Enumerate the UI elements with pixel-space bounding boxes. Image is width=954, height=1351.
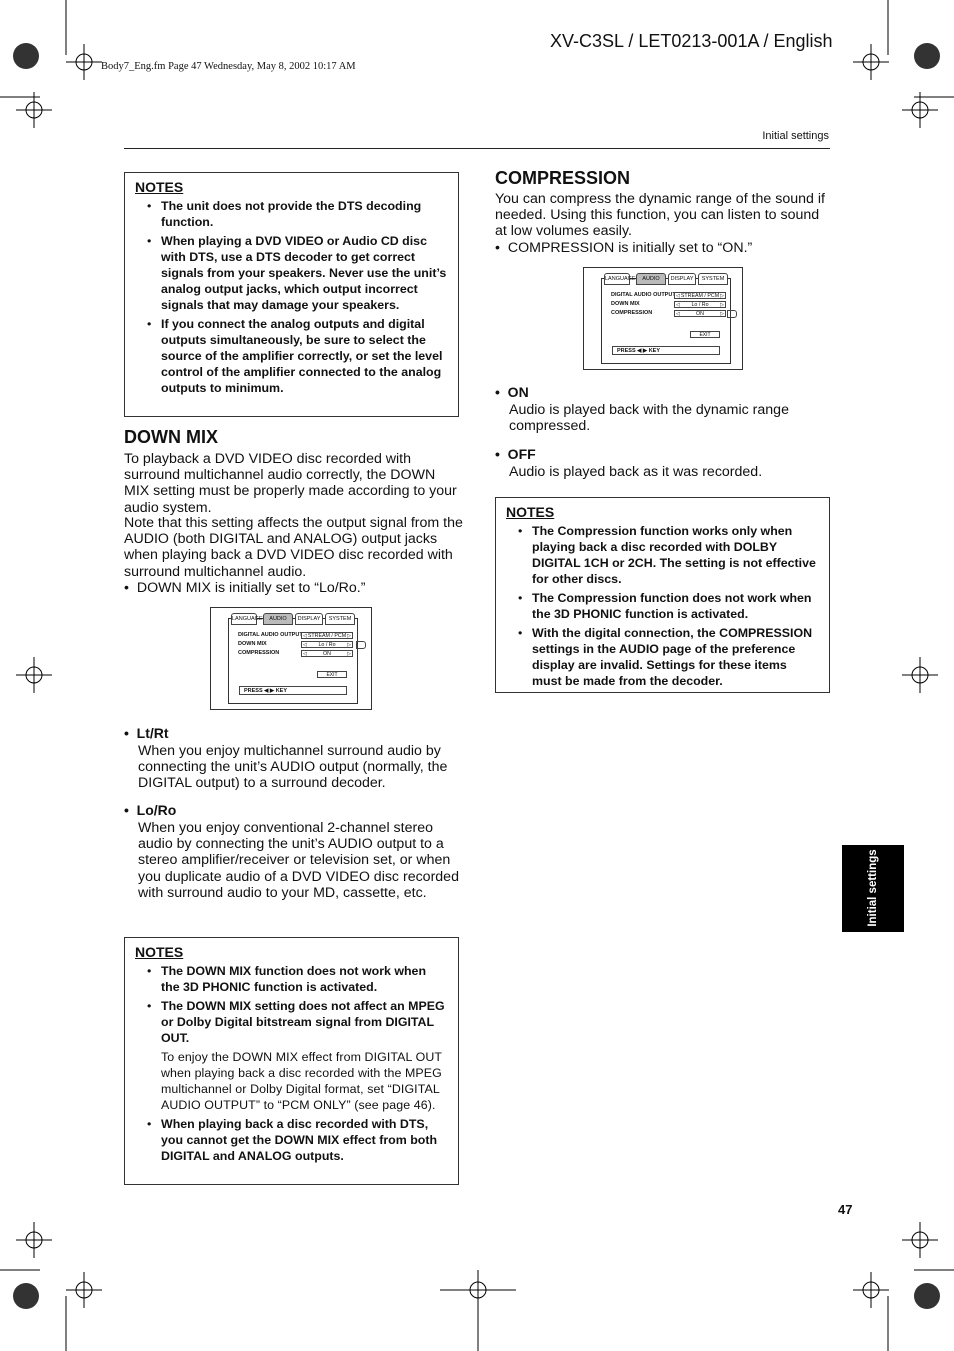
option-ltrt-desc: When you enjoy multichannel surround audio by connecting the unit’s AUDIO output (normally, the DIGITAL output) to a surround decoder.	[138, 743, 448, 792]
notes-box-downmix	[124, 937, 459, 1185]
menu-row-value: ◁ ON ▷	[674, 310, 726, 317]
pointer-icon	[356, 641, 366, 649]
tab-language: LANGUAGE	[604, 273, 630, 285]
notes-title: NOTES	[135, 944, 184, 960]
note-item: • The Compression function works only when playing back a disc recorded with DOLBY DIGITAL 1CH or 2CH. The setting is not effective for other discs.	[532, 523, 819, 587]
note-item: • The Compression function does not work when the 3D PHONIC function is activated.	[532, 590, 819, 622]
menu-row-value: ◁ STREAM / PCM ▷	[301, 632, 353, 639]
menu-panel	[601, 278, 731, 364]
compression-heading: COMPRESSION	[495, 168, 631, 188]
document-title: XV-C3SL / LET0213-001A / English	[550, 31, 833, 51]
option-off-desc: Audio is played back as it was recorded.	[509, 464, 763, 480]
menu-row-label: DOWN MIX	[238, 641, 267, 647]
note-item	[161, 998, 448, 1113]
note-item: • With the digital connection, the COMPRESSION settings in the AUDIO page of the preference display are invalid. Settings for these items must be made from the decoder.	[532, 625, 819, 689]
tab-system: SYSTEM	[325, 613, 355, 625]
note-item: • The DOWN MIX function does not work when the 3D PHONIC function is activated.	[161, 963, 448, 995]
tab-language: LANGUAGE	[231, 613, 257, 625]
note-item: • If you connect the analog outputs and digital outputs simultaneously, be sure to select the source of the amplifier correctly, or set the level control of the amplifier connected to the analog outputs to minimum.	[161, 316, 448, 396]
tab-system: SYSTEM	[698, 273, 728, 285]
note-item-extra: To enjoy the DOWN MIX effect from DIGITAL OUT when playing back a disc recorded with the MPEG multichannel or Dolby Digital format, set “DIGITAL AUDIO OUTPUT” to “PCM ONLY” (see page 46).	[161, 1050, 442, 1112]
notes-list	[135, 198, 448, 396]
tab-display: DISPLAY	[295, 613, 323, 625]
menu-panel	[228, 618, 358, 704]
side-tab-label: Initial settings	[867, 849, 879, 927]
option-on-desc: Audio is played back with the dynamic range compressed.	[509, 402, 789, 435]
menu-row-label: COMPRESSION	[238, 650, 280, 656]
compression-initial: • COMPRESSION is initially set to “ON.”	[495, 240, 753, 256]
menu-screenshot-compression	[583, 267, 743, 370]
compression-para: You can compress the dynamic range of the sound if needed. Using this function, you can listen to sound at low volumes easily.	[495, 191, 825, 240]
menu-exit-button: EXIT	[317, 671, 347, 678]
menu-row-value: ◁ STREAM / PCM ▷	[674, 292, 726, 299]
header-rule	[124, 148, 830, 149]
note-item-text: The DOWN MIX setting does not affect an MPEG or Dolby Digital bitstream signal from DIGITAL OUT.	[161, 999, 445, 1045]
note-item: • The unit does not provide the DTS decoding function.	[161, 198, 448, 230]
menu-row-value: ◁ Lo / Ro ▷	[674, 301, 726, 308]
menu-row-value: ◁ ON ▷	[301, 650, 353, 657]
notes-list	[135, 963, 448, 1164]
option-on-title: • ON	[495, 384, 529, 400]
down-mix-para1: To playback a DVD VIDEO disc recorded with surround multichannel audio correctly, the DOWN MIX setting must be properly made according to your audio system.	[124, 451, 457, 516]
menu-screenshot-downmix	[210, 607, 372, 710]
down-mix-para2: Note that this setting affects the output signal from the AUDIO (both DIGITAL and ANALOG) output jacks when playing back a DVD VIDEO disc recorded with surround multichannel audio.	[124, 515, 463, 580]
menu-row-label: COMPRESSION	[611, 310, 653, 316]
notes-list	[506, 523, 819, 689]
option-ltrt-title: • Lt/Rt	[124, 725, 169, 741]
menu-row-label: DIGITAL AUDIO OUTPUT	[238, 632, 303, 638]
side-tab	[842, 845, 904, 932]
notes-title: NOTES	[506, 504, 555, 520]
menu-press-bar: PRESS ◀ ▶ KEY	[612, 346, 720, 355]
notes-title: NOTES	[135, 179, 184, 195]
tab-display: DISPLAY	[668, 273, 696, 285]
notes-box-dts	[124, 172, 459, 417]
down-mix-heading: DOWN MIX	[124, 427, 218, 447]
menu-press-bar: PRESS ◀ ▶ KEY	[239, 686, 347, 695]
menu-row-label: DOWN MIX	[611, 301, 640, 307]
menu-row-label: DIGITAL AUDIO OUTPUT	[611, 292, 676, 298]
notes-box-compression	[495, 497, 830, 693]
section-label: Initial settings	[762, 130, 829, 142]
file-stamp: Body7_Eng.fm Page 47 Wednesday, May 8, 2002 10:17 AM	[101, 61, 356, 72]
note-item: • When playing a DVD VIDEO or Audio CD disc with DTS, use a DTS decoder to get correct signals from your speakers. Never use the unit’s analog output jacks, which output incorrect signals that may damage your speakers.	[161, 233, 448, 313]
tab-audio: AUDIO	[263, 613, 293, 625]
page-number: 47	[838, 1202, 853, 1217]
tab-audio: AUDIO	[636, 273, 666, 285]
menu-exit-button: EXIT	[690, 331, 720, 338]
option-loro-title: • Lo/Ro	[124, 802, 177, 818]
pointer-icon	[727, 310, 737, 318]
down-mix-initial: • DOWN MIX is initially set to “Lo/Ro.”	[124, 580, 366, 596]
option-loro-desc: When you enjoy conventional 2-channel stereo audio by connecting the unit’s AUDIO output to a stereo amplifier/receiver or television set, or when you duplicate audio of a DVD VIDEO disc recorded with surround audio to your MD, cassette, etc.	[138, 820, 459, 901]
menu-row-value: ◁ Lo / Ro ▷	[301, 641, 353, 648]
option-off-title: • OFF	[495, 446, 536, 462]
note-item: • When playing back a disc recorded with DTS, you cannot get the DOWN MIX effect from both DIGITAL and ANALOG outputs.	[161, 1116, 448, 1164]
